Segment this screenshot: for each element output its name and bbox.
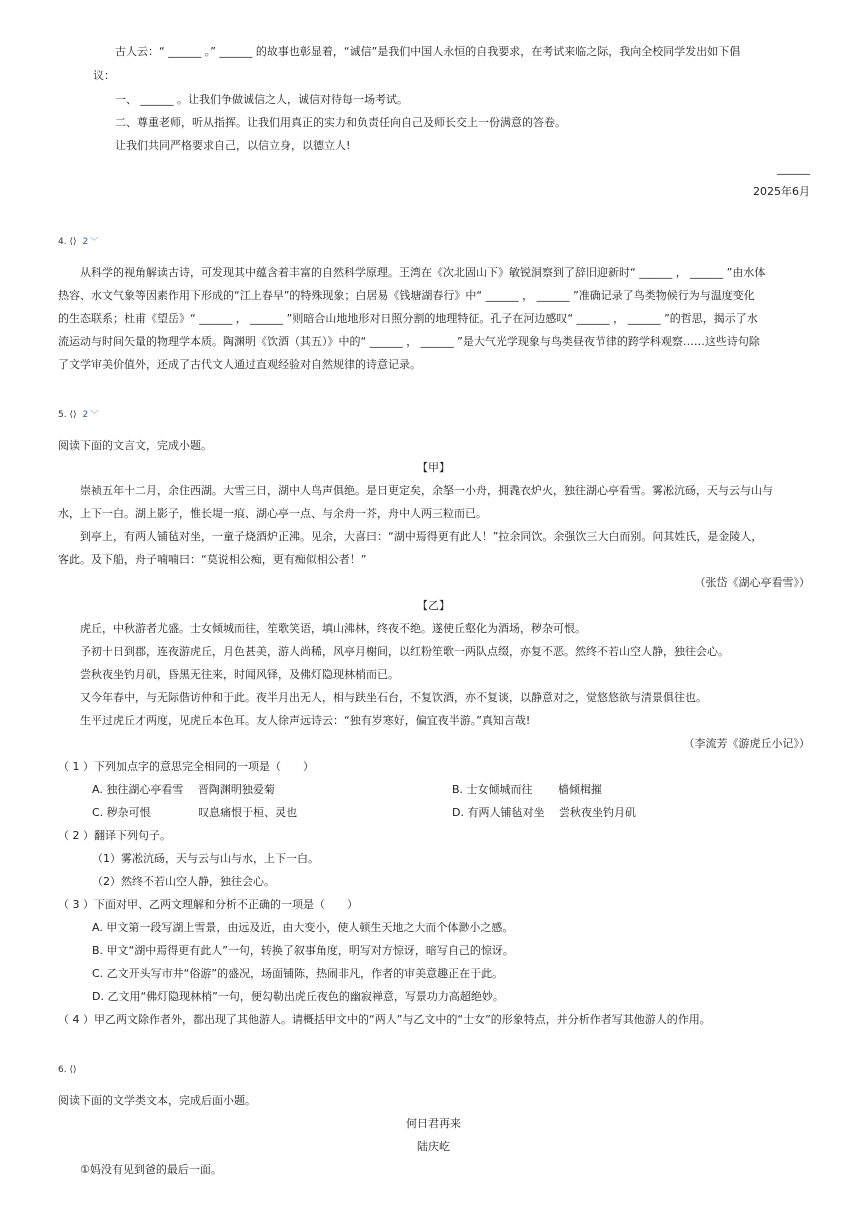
q6-instruction: 阅读下面的文学类文本，完成后面小题。 [58, 1094, 256, 1107]
q6-paragraph-1: ①妈没有见到爸的最后一面。 [80, 1163, 222, 1176]
q4-line-3: 的生态联系；杜甫《望岳》“ ______ ， ______ ”则暗合山地地形对日照分割的地理特征。孔子在河边感叹“ ______ ， ______ ”的哲思，揭示了水 [58, 312, 758, 325]
question-4-header [58, 235, 98, 249]
intro-item-1: 一、 ______ 。让我们争做诚信之人，诚信对待每一场考试。 [115, 93, 408, 106]
q5-option-c[interactable]: C. 秽杂可恨 叹息痛恨于桓、灵也 [92, 806, 298, 819]
q5-yi-line-5: 生平过虎丘才两度，见虎丘本色耳。友人徐声远诗云：“独有岁寒好，偏宜夜半游。”真知言哉! [80, 714, 531, 727]
q5-yi-title: 【乙】 [417, 599, 450, 612]
q5-option-d[interactable]: D. 有两人铺毡对坐 尝秋夜坐钓月矶 [452, 806, 636, 819]
q5-sub-4: （ 4 ）甲乙两文除作者外，都出现了其他游人。请概括甲文中的“两人”与乙文中的“士女”的形象特点，并分析作者写其他游人的作用。 [58, 1013, 711, 1026]
question-6-number: 6. ⟨⟩ [58, 1065, 77, 1075]
q5-jia-line-2: 水，上下一白。湖上影子，惟长堤一痕、湖心亭一点、与余舟一芥，舟中人两三粒而已。 [58, 507, 487, 520]
question-5-number: 5. ⟨⟩ [58, 410, 77, 420]
q5-yi-source: （李流芳《游虎丘小记》） [683, 737, 810, 750]
question-6-header [58, 1063, 76, 1077]
q5-jia-source: （张岱《湖心亭看雪》） [694, 576, 810, 589]
q5-sub-1: （ 1 ）下列加点字的意思完全相同的一项是（ ） [58, 760, 314, 773]
q4-line-5: 了文学审美价值外，还成了古代文人通过直观经验对自然规律的诗意记录。 [58, 358, 421, 371]
intro-closing: 让我们共同严格要求自己，以信立身，以德立人! [115, 139, 351, 152]
q5-sub-2-item-1: （1）雾凇沆砀，天与云与山与水，上下一白。 [92, 852, 319, 865]
chevron-down-icon[interactable]: ﹀ [90, 237, 99, 246]
q5-yi-line-1: 虎丘，中秋游者尤盛。士女倾城而往，笙歌笑语，填山沸林，终夜不绝。遂使丘壑化为酒场，秽杂可恨。 [80, 622, 586, 635]
q5-jia-line-1: 崇祯五年十二月，余住西湖。大雪三日，湖中人鸟声俱绝。是日更定矣，余拏一小舟，拥毳衣炉火，独往湖心亭看雪。雾凇沆砀，天与云与山与 [80, 484, 773, 497]
q5-sub-3-option-a[interactable]: A. 甲文第一段写湖上雪景，由远及近，由大变小，使人顿生天地之大而个体渺小之感。 [92, 921, 514, 934]
intro-date: 2025年6月 [753, 185, 810, 198]
q4-line-1: 从科学的视角解读古诗，可发现其中蕴含着丰富的自然科学原理。王湾在《次北固山下》敏锐洞察到了辞旧迎新时“ ______ ， ______ ”由水体 [80, 266, 766, 279]
q5-option-b[interactable]: B. 士女倾城而往 樯倾楫摧 [452, 783, 603, 796]
q4-line-4: 流运动与时间矢量的物理学本质。陶渊明《饮酒（其五）》中的“ ______ ， ______ ”是大气光学现象与鸟类昼夜节律的跨学科观察……这些诗句除 [58, 335, 760, 348]
q5-jia-line-4: 客此。及下船，舟子喃喃曰：“莫说相公痴，更有痴似相公者！” [58, 553, 367, 566]
question-4-number: 4. ⟨⟩ [58, 237, 77, 247]
chevron-down-icon[interactable]: ﹀ [90, 410, 99, 419]
q6-story-title: 何日君再来 [406, 1117, 461, 1130]
q5-jia-title: 【甲】 [417, 461, 450, 474]
q5-yi-line-2: 予初十日到郡，连夜游虎丘，月色甚美，游人尚稀，风亭月榭间，以红粉笙歌一两队点缀，亦复不恶。然终不若山空人静，独往会心。 [80, 645, 729, 658]
q5-yi-line-3: 尝秋夜坐钓月矶，昏黑无往来，时闻风铎，及佛灯隐现林梢而已。 [80, 668, 399, 681]
question-5-header [58, 408, 98, 422]
q5-sub-3-option-b[interactable]: B. 甲文“湖中焉得更有此人”一句，转换了叙事角度，明写对方惊讶，暗写自己的惊讶。 [92, 944, 514, 957]
q5-yi-line-4: 又今年春中，与无际偕访仲和于此。夜半月出无人，相与趺坐石台，不复饮酒，亦不复谈，以静意对之，觉悠悠欲与清景俱往也。 [80, 691, 707, 704]
q4-line-2: 热容、水文气象等因素作用下形成的“江上春早”的特殊现象；白居易《钱塘湖春行》中“ ______ ， ______ ”准确记录了鸟类物候行为与温度变化 [58, 289, 755, 302]
q5-sub-2-item-2: （2）然终不若山空人静，独往会心。 [92, 875, 275, 888]
q5-sub-2: （ 2 ）翻译下列句子。 [58, 829, 171, 842]
intro-item-2: 二、尊重老师，听从指挥。让我们用真正的实力和负责任向自己及师长交上一份满意的答卷。 [115, 116, 566, 129]
q5-sub-3-option-d[interactable]: D. 乙文用“佛灯隐现林梢”一句，便勾勒出虎丘夜色的幽寂禅意，写景功力高超绝妙。 [92, 990, 504, 1003]
q5-jia-line-3: 到亭上，有两人铺毡对坐，一童子烧酒炉正沸。见余，大喜曰：“湖中焉得更有此人！”拉余同饮。余强饮三大白而别。问其姓氏，是金陵人， [80, 530, 763, 543]
question-4-score: 2 [82, 237, 89, 247]
intro-line-1: 古人云：“ ______ 。” ______ 的故事也彰显着，“诚信”是我们中国人永恒的自我要求，在考试来临之际，我向全校同学发出如下倡 [115, 45, 741, 58]
q5-option-a[interactable]: A. 独往湖心亭看雪 晋陶渊明独爱菊 [92, 783, 275, 796]
question-5-score: 2 [82, 410, 89, 420]
q6-story-author: 陆庆屹 [417, 1140, 450, 1153]
q5-instruction: 阅读下面的文言文，完成小题。 [58, 439, 212, 452]
intro-line-2: 议： [93, 69, 115, 82]
q5-sub-3-option-c[interactable]: C. 乙文开头写市井“俗游”的盛况，场面铺陈，热闹非凡，作者的审美意趣正在于此。 [92, 967, 504, 980]
intro-signature: ______ [777, 162, 810, 175]
q5-sub-3: （ 3 ）下面对甲、乙两文理解和分析不正确的一项是（ ） [58, 898, 358, 911]
